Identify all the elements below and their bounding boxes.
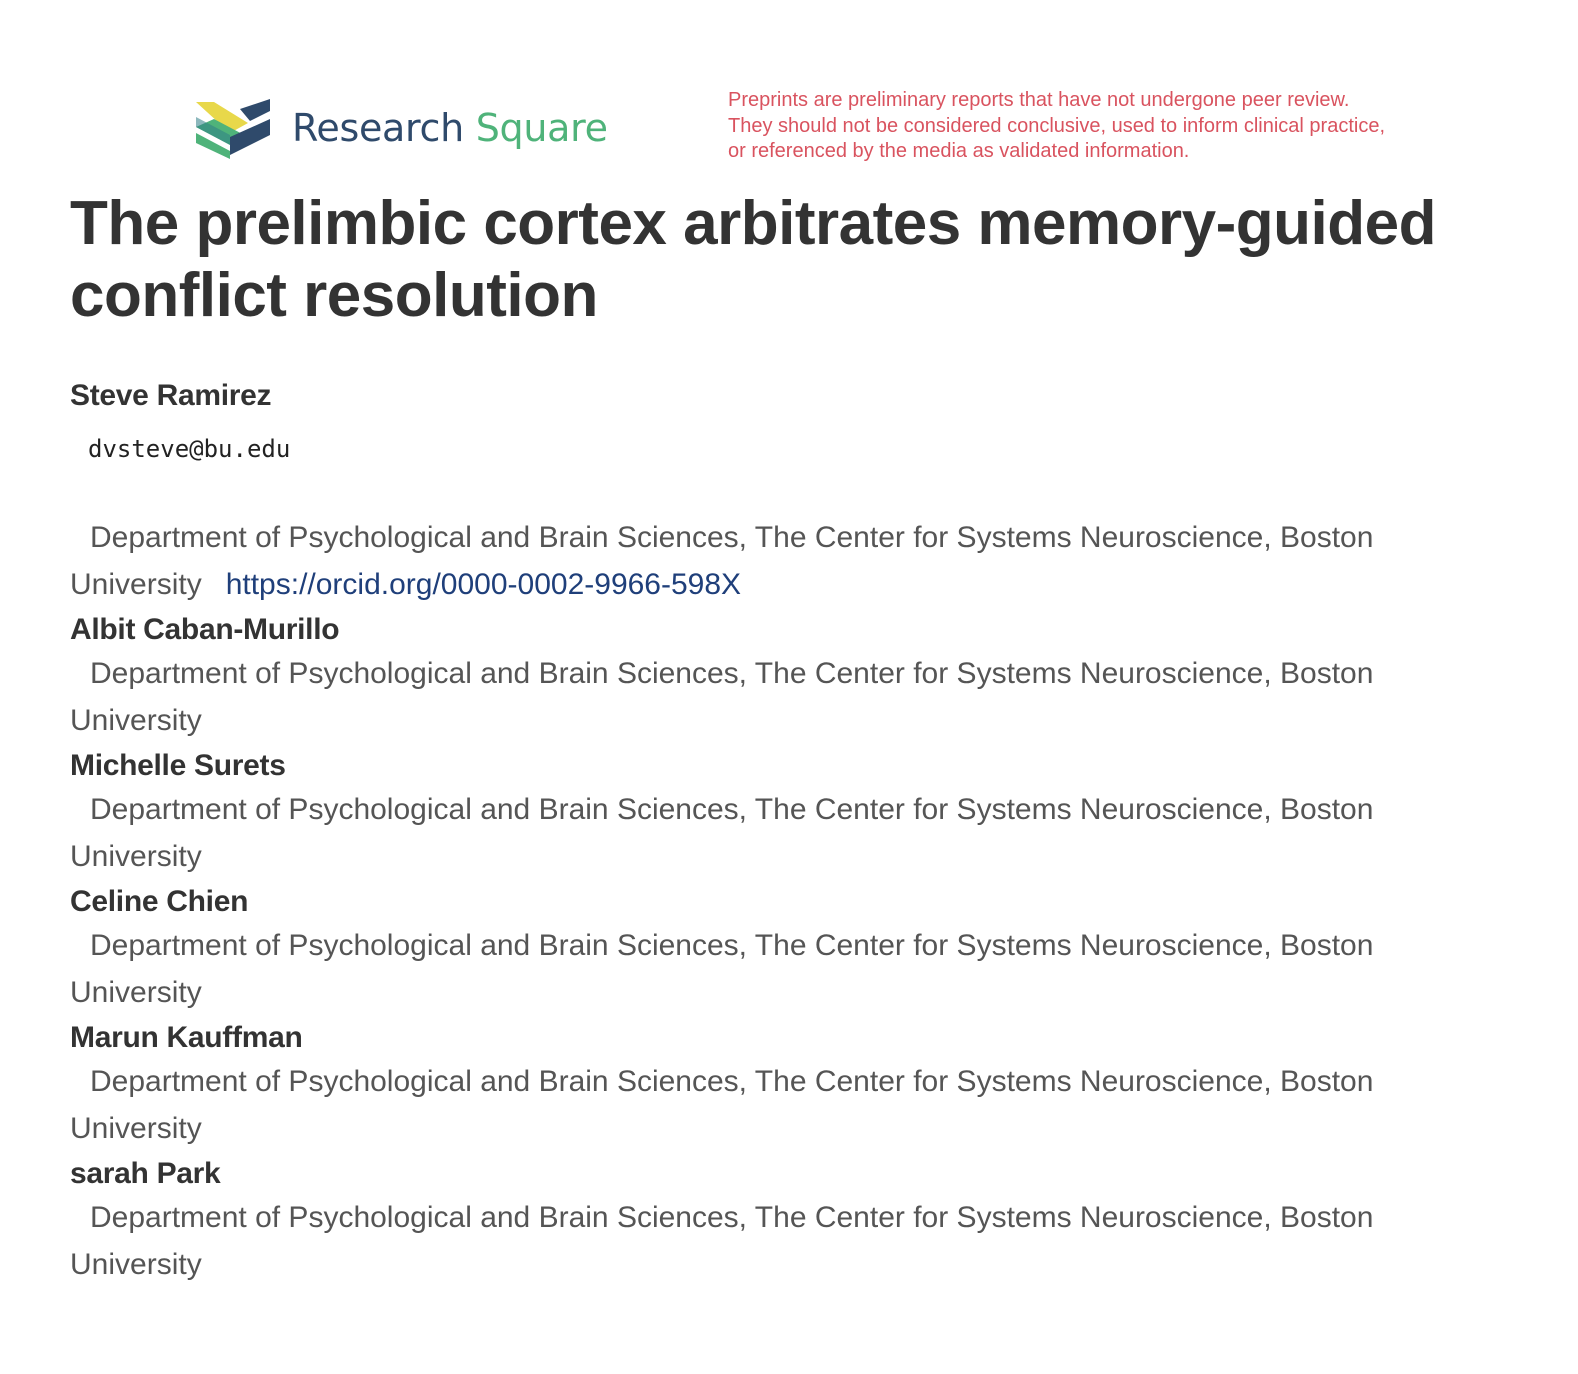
page-header xyxy=(0,0,1578,180)
author-affiliation: Department of Psychological and Brain Sciences, The Center for Systems Neuroscience, Boston University xyxy=(70,657,1374,737)
author-affiliation: Department of Psychological and Brain Sciences, The Center for Systems Neuroscience, Boston University xyxy=(70,929,1374,1009)
paper-title: The prelimbic cortex arbitrates memory-guided conflict resolution xyxy=(70,189,1436,330)
author-name: Steve Ramirez xyxy=(70,379,272,412)
author-name: sarah Park xyxy=(70,1157,221,1190)
affiliation-text: Department of Psychological and Brain Sciences, The Center for Systems Neuroscience, Boston University xyxy=(70,521,1374,601)
author-entry xyxy=(70,610,1510,744)
author-entry xyxy=(70,1018,1510,1152)
author-name: Marun Kauffman xyxy=(70,1021,303,1054)
logo-word-square: Square xyxy=(475,106,608,150)
disclaimer-line: They should not be considered conclusive, used to inform clinical practice, xyxy=(728,114,1386,137)
author-name: Celine Chien xyxy=(70,885,249,918)
disclaimer-line: Preprints are preliminary reports that have not undergone peer review. xyxy=(728,89,1350,111)
author-entry xyxy=(70,882,1510,1016)
spacer xyxy=(70,464,1510,514)
logo-wordmark xyxy=(292,103,608,153)
author-affiliation: Department of Psychological and Brain Sciences, The Center for Systems Neuroscience, Boston University xyxy=(70,793,1374,873)
orcid-link[interactable]: https://orcid.org/0000-0002-9966-598X xyxy=(225,568,742,601)
author-name: Albit Caban-Murillo xyxy=(70,613,340,646)
author-email[interactable]: dvsteve@bu.edu xyxy=(88,435,291,463)
author-entry xyxy=(70,746,1510,880)
author-affiliation: Department of Psychological and Brain Sciences, The Center for Systems Neuroscience, Boston University xyxy=(70,1065,1374,1145)
research-square-logo[interactable] xyxy=(196,97,626,161)
author-affiliation: Department of Psychological and Brain Sciences, The Center for Systems Neuroscience, Boston University xyxy=(70,1201,1374,1281)
author-affiliation xyxy=(70,514,1450,608)
preprint-disclaimer xyxy=(728,88,1488,165)
author-entry xyxy=(70,1154,1510,1288)
author-name: Michelle Surets xyxy=(70,749,286,782)
research-square-logo-icon xyxy=(196,97,276,161)
author-list xyxy=(70,376,1510,1288)
logo-word-research: Research xyxy=(292,106,464,150)
disclaimer-line: or referenced by the media as validated information. xyxy=(728,140,1190,162)
author-entry xyxy=(70,376,1510,608)
